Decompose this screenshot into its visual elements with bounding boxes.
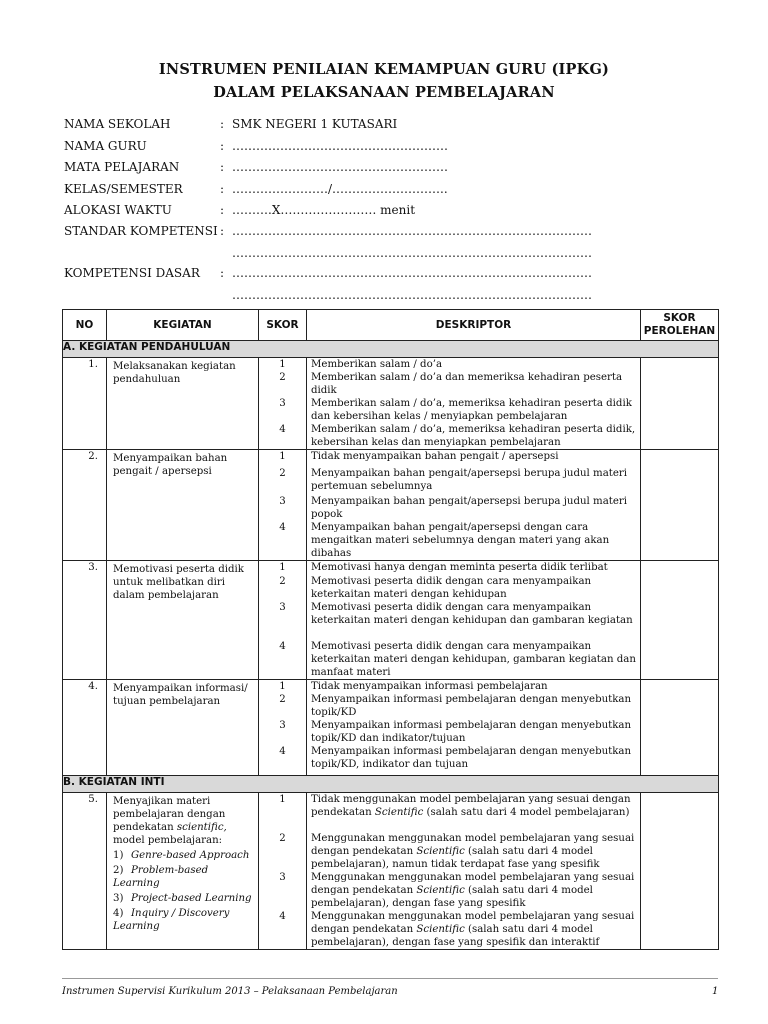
descriptor-text: Memotivasi peserta didik dengan cara menyampaikan keterkaitan materi dengan kehidupan, gambaran kegiatan dan manfaat materi [311, 641, 636, 678]
descriptor-text-italic: Scientific [374, 807, 424, 818]
field-sep: : [220, 160, 225, 174]
list-item-number: 4) [113, 908, 124, 919]
skor-value: 1 [279, 562, 286, 573]
field-label-kelas-semester: KELAS/SEMESTER [64, 182, 183, 196]
table-row [63, 680, 719, 776]
list-item-number: 2) [113, 865, 124, 876]
header-skor: SKOR [259, 310, 307, 341]
field-sep: : [220, 139, 225, 153]
page-number: 1 [712, 986, 719, 997]
table-row [63, 561, 719, 680]
skor-value: 3 [279, 720, 286, 731]
field-sep: : [220, 182, 225, 196]
descriptor-text [307, 871, 640, 910]
list-item-label: Project-based Learning [131, 893, 252, 904]
descriptor-text: Menyampaikan informasi pembelajaran dengan menyebutkan topik/KD dan indikator/tujuan [311, 720, 632, 744]
table-header-row [63, 310, 719, 341]
descriptor-text: Memberikan salam / do’a, memeriksa kehadiran peserta didik, kebersihan kelas dan menyiapkan pembelajaran [311, 424, 636, 448]
descriptor-text: Menyampaikan informasi pembelajaran dengan menyebutkan topik/KD, indikator dan tujuan [311, 746, 632, 770]
descriptor-text-part: Menggunakan menggunakan model pembelajaran yang sesuai dengan pendekatan [311, 911, 635, 935]
list-item-label: Genre-based Approach [131, 850, 250, 861]
descriptor-text: Tidak menyampaikan bahan pengait / apersepsi [311, 451, 559, 462]
field-label-mata-pelajaran: MATA PELAJARAN [64, 160, 180, 174]
descriptor-text-part: Tidak menggunakan model pembelajaran yang sesuai dengan pendekatan [311, 794, 631, 818]
field-value-standar-kompetensi: ……………………………………………………………………………… [232, 224, 592, 238]
descriptor-text: Memotivasi peserta didik dengan cara menyampaikan keterkaitan materi dengan kehidupan [311, 576, 592, 600]
list-item [113, 892, 254, 905]
skor-value: 3 [279, 496, 286, 507]
descriptor-text-italic: Scientific [416, 846, 465, 857]
skor-value: 1 [279, 451, 286, 462]
row-skor [259, 793, 307, 950]
row-deskriptor [307, 450, 641, 561]
row-kegiatan: Memotivasi peserta didik untuk melibatkan diri dalam pembelajaran [107, 561, 259, 680]
skor-value: 2 [279, 694, 286, 705]
field-label-kompetensi-dasar: KOMPETENSI DASAR [64, 266, 200, 280]
skor-value: 3 [279, 602, 286, 613]
field-value-alokasi-waktu: ……….X…………………… menit [232, 203, 416, 217]
skor-value: 4 [279, 641, 286, 652]
row-no: 4. [63, 680, 107, 776]
document-title-line1: INSTRUMEN PENILAIAN KEMAMPUAN GURU (IPKG) [158, 61, 610, 78]
row-no: 3. [63, 561, 107, 680]
table-row [63, 358, 719, 450]
kegiatan-text-italic: scientific, [176, 822, 227, 833]
field-label-nama-guru: NAMA GURU [64, 139, 147, 153]
row-skor-perolehan[interactable] [641, 450, 719, 561]
descriptor-text [307, 910, 640, 949]
field-value-kompetensi-dasar-2: ……………………………………………………………………………… [232, 288, 592, 302]
row-deskriptor [307, 793, 641, 950]
descriptor-text-part: (salah satu dari 4 model pembelajaran), dengan fase yang spesifik dan interaktif [311, 924, 600, 948]
table-row [63, 793, 719, 950]
row-no: 5. [63, 793, 107, 950]
header-deskriptor: DESKRIPTOR [307, 310, 641, 341]
document-title-line2: DALAM PELAKSANAAN PEMBELAJARAN [213, 84, 555, 101]
descriptor-text: Memberikan salam / do’a dan memeriksa kehadiran peserta didik [311, 372, 623, 396]
skor-value: 4 [279, 911, 286, 922]
list-item [113, 849, 254, 862]
footer-text: Instrumen Supervisi Kurikulum 2013 – Pelaksanaan Pembelajaran [62, 986, 398, 997]
skor-value: 1 [279, 681, 286, 692]
field-label-alokasi-waktu: ALOKASI WAKTU [64, 203, 172, 217]
field-label-standar-kompetensi: STANDAR KOMPETENSI [64, 224, 218, 238]
list-item [113, 864, 254, 890]
section-row-a [63, 341, 719, 358]
footer-divider [62, 978, 718, 979]
skor-value: 2 [279, 833, 286, 844]
header-skor-perolehan [641, 310, 719, 341]
section-title-a: A. KEGIATAN PENDAHULUAN [63, 341, 719, 358]
field-sep: : [220, 224, 225, 238]
assessment-table [62, 309, 719, 950]
descriptor-text: Menyampaikan bahan pengait/apersepsi dengan cara mengaitkan materi sebelumnya dengan materi yang akan dibahas [311, 522, 610, 559]
descriptor-text-italic: Scientific [416, 885, 465, 896]
row-skor [259, 450, 307, 561]
header-no: NO [63, 310, 107, 341]
list-item-number: 3) [113, 893, 124, 904]
row-no: 2. [63, 450, 107, 561]
row-skor-perolehan[interactable] [641, 561, 719, 680]
header-perolehan-line2: PEROLEHAN [643, 325, 716, 337]
list-item-label: Inquiry / Discovery Learning [113, 908, 230, 932]
skor-value: 2 [279, 576, 286, 587]
descriptor-text-part: Menggunakan menggunakan model pembelajaran yang sesuai dengan pendekatan [311, 833, 635, 857]
descriptor-text: Tidak menyampaikan informasi pembelajaran [311, 681, 548, 692]
row-skor-perolehan[interactable] [641, 793, 719, 950]
descriptor-text-italic: Scientific [416, 924, 465, 935]
model-list [113, 849, 254, 933]
skor-value: 3 [279, 872, 286, 883]
row-deskriptor [307, 358, 641, 450]
header-perolehan-line1: SKOR [663, 312, 696, 324]
field-value-nama-sekolah: SMK NEGERI 1 KUTASARI [232, 117, 398, 131]
skor-value: 1 [279, 794, 286, 805]
descriptor-text: Memotivasi hanya dengan meminta peserta didik terlibat [311, 562, 608, 573]
skor-value: 2 [279, 372, 286, 383]
descriptor-text-part: (salah satu dari 4 model pembelajaran), dengan fase yang spesifik [311, 885, 593, 909]
descriptor-text [307, 793, 640, 832]
descriptor-text: Memberikan salam / do’a [311, 359, 443, 370]
header-kegiatan: KEGIATAN [107, 310, 259, 341]
row-skor [259, 358, 307, 450]
row-deskriptor [307, 680, 641, 776]
descriptor-text [307, 832, 640, 871]
skor-value: 1 [279, 359, 286, 370]
kegiatan-text: model pembelajaran: [113, 835, 223, 846]
list-item [113, 907, 254, 933]
descriptor-text: Memberikan salam / do’a, memeriksa kehadiran peserta didik dan kebersihan kelas / menyiapkan pembelajaran [311, 398, 632, 422]
field-value-kompetensi-dasar: ……………………………………………………………………………… [232, 266, 592, 280]
row-kegiatan: Menyampaikan bahan pengait / apersepsi [107, 450, 259, 561]
field-value-nama-guru: ……………………………………………… [232, 139, 448, 153]
descriptor-text: Menyampaikan bahan pengait/apersepsi berupa judul materi pertemuan sebelumnya [311, 468, 628, 492]
row-skor-perolehan[interactable] [641, 680, 719, 776]
skor-value: 4 [279, 522, 286, 533]
list-item-number: 1) [113, 850, 124, 861]
list-item-label: Problem-based Learning [113, 865, 209, 889]
descriptor-text-part: (salah satu dari 4 model pembelajaran) [423, 807, 630, 818]
skor-value: 4 [279, 424, 286, 435]
skor-value: 2 [279, 468, 286, 479]
row-deskriptor [307, 561, 641, 680]
row-skor [259, 561, 307, 680]
table-row [63, 450, 719, 561]
field-value-mata-pelajaran: ……………………………………………… [232, 160, 448, 174]
descriptor-text-part: (salah satu dari 4 model pembelajaran), namun tidak terdapat fase yang spesifik [311, 846, 600, 870]
kegiatan-text: Menyajikan materi pembelajaran dengan pendekatan [113, 796, 226, 833]
field-value-standar-kompetensi-2: ……………………………………………………………………………… [232, 246, 592, 260]
row-skor [259, 680, 307, 776]
descriptor-text: Menyampaikan informasi pembelajaran dengan menyebutkan topik/KD [311, 694, 632, 718]
section-row-b [63, 776, 719, 793]
descriptor-text: Memotivasi peserta didik dengan cara menyampaikan keterkaitan materi dengan kehidupan dan gambaran kegiatan [311, 602, 633, 626]
field-sep: : [220, 203, 225, 217]
row-no: 1. [63, 358, 107, 450]
skor-value: 3 [279, 398, 286, 409]
row-kegiatan: Melaksanakan kegiatan pendahuluan [107, 358, 259, 450]
field-sep: : [220, 117, 225, 131]
descriptor-text-part: Menggunakan menggunakan model pembelajaran yang sesuai dengan pendekatan [311, 872, 635, 896]
field-value-kelas-semester: ……………………/……………………….. [232, 182, 448, 196]
row-kegiatan [107, 793, 259, 950]
descriptor-text: Menyampaikan bahan pengait/apersepsi berupa judul materi popok [311, 496, 628, 520]
field-sep: : [220, 266, 225, 280]
field-label-nama-sekolah: NAMA SEKOLAH [64, 117, 171, 131]
row-kegiatan: Menyampaikan informasi/ tujuan pembelajaran [107, 680, 259, 776]
row-skor-perolehan[interactable] [641, 358, 719, 450]
skor-value: 4 [279, 746, 286, 757]
section-title-b: B. KEGIATAN INTI [63, 776, 719, 793]
